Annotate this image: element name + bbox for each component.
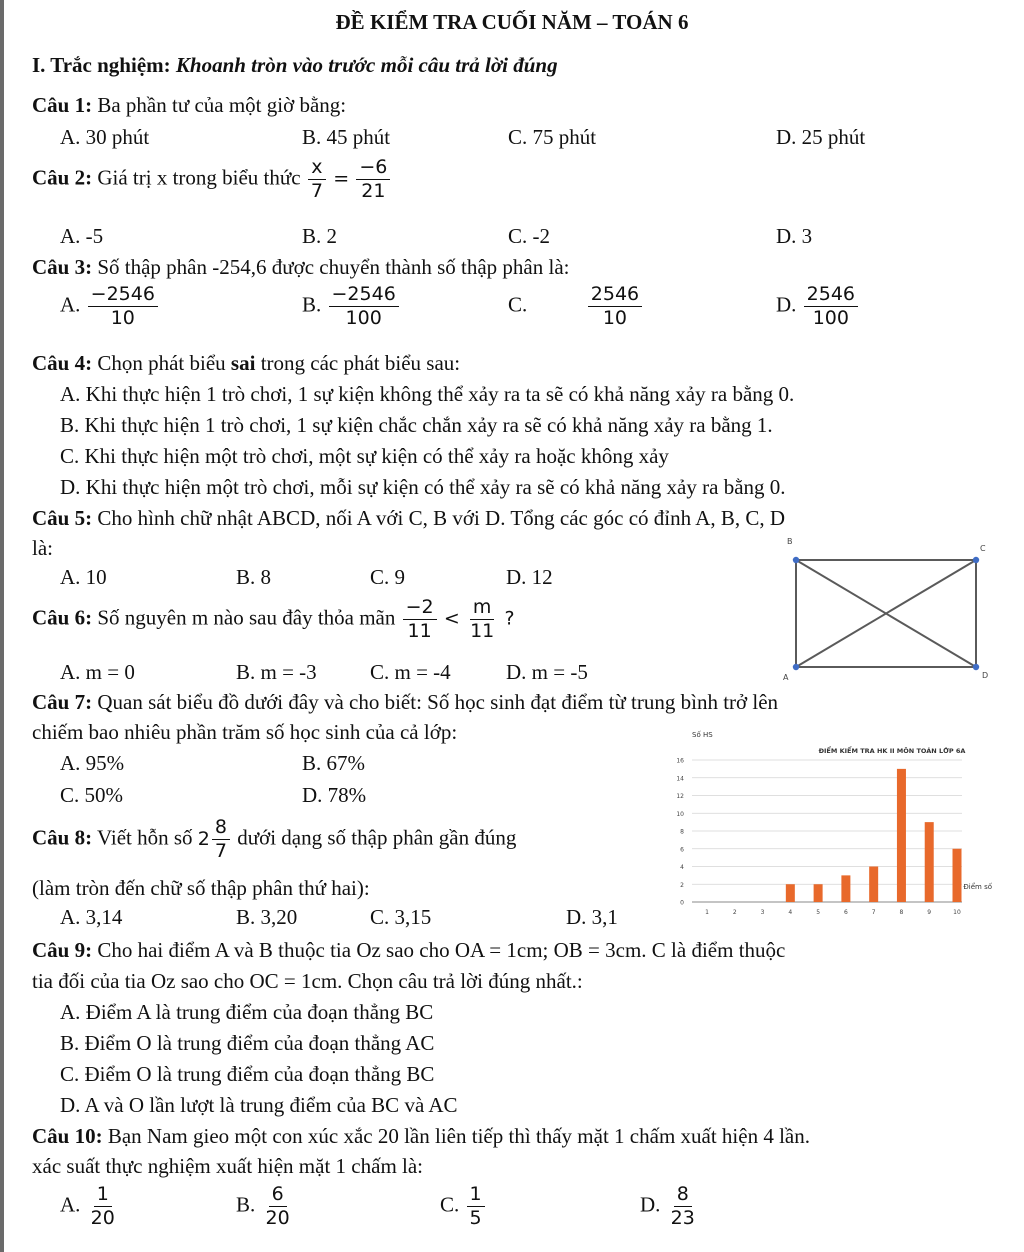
q4-option-d[interactable]: D. Khi thực hiện một trò chơi, mỗi sự kiện có thể xảy ra sẽ có khả năng xảy ra bằng 0. — [60, 475, 786, 499]
q3-text: Số thập phân -254,6 được chuyển thành số thập phân là: — [97, 255, 570, 279]
q9-option-c[interactable]: C. Điểm O là trung điểm của đoạn thẳng BC — [60, 1062, 435, 1086]
chart-x-tick-label: 2 — [732, 909, 737, 916]
q1-stem — [32, 95, 346, 116]
chart-y-axis-label: Số HS — [692, 731, 713, 739]
q8-mixed-fraction: $\frac{8}{7}$ — [212, 818, 230, 861]
q1-option-c[interactable]: C. 75 phút — [508, 125, 597, 149]
rectangle-abcd-figure — [780, 533, 995, 683]
q2-option-c[interactable]: C. -2 — [508, 224, 550, 248]
q7-option-a[interactable]: A. 95% — [60, 751, 125, 775]
q7-option-b[interactable]: B. 67% — [302, 751, 365, 775]
q4-option-b[interactable]: B. Khi thực hiện 1 trò chơi, 1 sự kiện chắc chắn xảy ra sẽ có khả năng xảy ra bằng 1. — [60, 413, 773, 437]
chart-x-tick-label: 5 — [816, 909, 821, 916]
chart-y-tick-label: 10 — [676, 810, 684, 818]
q9-label: Câu 9: — [32, 938, 93, 962]
q2-label: Câu 2: — [32, 165, 93, 190]
q3-stem — [32, 257, 570, 278]
q6-fraction-left: $\frac{-2}{11}$ — [403, 598, 437, 641]
chart-y-ticks — [676, 758, 684, 907]
q2-stem: Câu 2: Giá trị x trong biểu thức $\frac{x}{7}$ = $\frac{-6}{21}$ — [32, 158, 392, 201]
chart-x-tick-label: 1 — [705, 909, 709, 916]
chart-y-tick-label: 16 — [676, 757, 684, 765]
chart-x-tick-label: 8 — [899, 909, 904, 916]
q8-stem-cont: (làm tròn đến chữ số thập phân thứ hai): — [32, 876, 370, 900]
q3-option-b[interactable]: B. $\frac{-2546}{100}$ — [302, 285, 401, 328]
q3-option-a[interactable]: A. $\frac{-2546}{10}$ — [60, 285, 160, 328]
q9-stem-cont: tia đối của tia Oz sao cho OC = 1cm. Chọn câu trả lời đúng nhất.: — [32, 969, 583, 993]
q5-option-a[interactable]: A. 10 — [60, 565, 107, 589]
q4-option-c[interactable]: C. Khi thực hiện một trò chơi, một sự kiện có thể xảy ra hoặc không xảy — [60, 444, 669, 468]
q8-label: Câu 8: — [32, 825, 93, 850]
q4-stem: Câu 4: Chọn phát biểu sai trong các phát biểu sau: — [32, 351, 461, 375]
q5-option-b[interactable]: B. 8 — [236, 565, 272, 589]
q10-stem: Câu 10: Bạn Nam gieo một con xúc xắc 20 lần liên tiếp thì thấy mặt 1 chấm xuất hiện 4 lần. — [32, 1124, 810, 1148]
q10-option-d[interactable]: D. $\frac{8}{23}$ — [640, 1183, 695, 1229]
chart-x-tick-label: 10 — [953, 909, 961, 916]
q1-option-d[interactable]: D. 25 phút — [776, 125, 866, 149]
chart-x-tick-label: 9 — [927, 909, 932, 916]
figure-label-c: C — [980, 544, 986, 553]
rectangle-lines — [796, 560, 976, 667]
q2-fraction-value: $\frac{-6}{21}$ — [356, 158, 390, 201]
q7-stem: Câu 7: Quan sát biểu đồ dưới đây và cho biết: Số học sinh đạt điểm từ trung bình trở lên — [32, 690, 779, 714]
chart-y-tick-label: 0 — [680, 899, 684, 907]
q8-option-a[interactable]: A. 3,14 — [60, 905, 123, 929]
q10-label: Câu 10: — [32, 1124, 103, 1148]
chart-y-tick-label: 4 — [680, 864, 684, 871]
chart-gridlines — [692, 760, 962, 902]
q4-option-a[interactable]: A. Khi thực hiện 1 trò chơi, 1 sự kiện không thể xảy ra ta sẽ có khả năng xảy ra bằng 0. — [60, 382, 795, 406]
q1-text: Ba phần tư của một giờ bằng: — [97, 93, 347, 117]
page-title: ĐỀ KIỂM TRA CUỐI NĂM – TOÁN 6 — [335, 10, 689, 34]
q3-option-d[interactable]: D. $\frac{2546}{100}$ — [776, 285, 860, 328]
chart-bar — [953, 849, 962, 902]
chart-x-tick-label: 7 — [871, 909, 876, 916]
q2-text: Giá trị x trong biểu thức — [97, 165, 301, 190]
chart-x-axis-label: Điểm số — [963, 883, 992, 891]
chart-bar — [869, 867, 878, 903]
chart-title: ĐIỂM KIỂM TRA HK II MÔN TOÁN LỚP 6A — [818, 747, 966, 755]
section-instruction: Khoanh tròn vào trước mỗi câu trả lời đúng — [175, 53, 558, 77]
chart-bar — [925, 822, 934, 902]
q5-stem: Câu 5: Cho hình chữ nhật ABCD, nối A với C, B với D. Tổng các góc có đỉnh A, B, C, D — [32, 506, 786, 530]
chart-y-tick-label: 2 — [680, 881, 684, 889]
q9-option-d[interactable]: D. A và O lần lượt là trung điểm của BC và AC — [60, 1093, 458, 1117]
chart-x-tick-label: 3 — [760, 909, 765, 916]
chart-bar — [897, 769, 906, 902]
chart-bar — [814, 884, 823, 902]
q10-stem-cont: xác suất thực nghiệm xuất hiện mặt 1 chấm là: — [32, 1154, 424, 1178]
q8-option-d[interactable]: D. 3,1 — [566, 905, 618, 929]
q2-fraction-x: $\frac{x}{7}$ — [308, 158, 326, 201]
q2-option-b[interactable]: B. 2 — [302, 224, 338, 248]
figure-label-b: B — [787, 537, 793, 546]
chart-y-tick-label: 6 — [680, 846, 684, 854]
q7-label: Câu 7: — [32, 690, 93, 714]
chart-x-tick-label: 4 — [788, 909, 793, 916]
q2-option-a[interactable]: A. -5 — [60, 224, 104, 248]
section-label: I. Trắc nghiệm: — [32, 53, 171, 77]
q10-option-c[interactable]: C. $\frac{1}{5}$ — [440, 1185, 487, 1228]
chart-x-tick-label: 6 — [843, 909, 848, 916]
q7-stem-cont: chiếm bao nhiêu phần trăm số học sinh của cả lớp: — [32, 720, 458, 744]
q6-fraction-right: $\frac{m}{11}$ — [470, 596, 495, 642]
q2-option-d[interactable]: D. 3 — [776, 224, 813, 248]
q6-option-b[interactable]: B. m = -3 — [236, 660, 317, 684]
q8-option-b[interactable]: B. 3,20 — [236, 905, 298, 929]
chart-y-tick-label: 8 — [680, 828, 684, 836]
chart-y-tick-label: 14 — [676, 775, 684, 783]
q1-option-a[interactable]: A. 30 phút — [60, 125, 150, 149]
chart-bar — [786, 884, 795, 902]
score-bar-chart — [662, 726, 997, 921]
q5-option-c[interactable]: C. 9 — [370, 565, 406, 589]
q10-option-a[interactable]: A. $\frac{1}{20}$ — [60, 1183, 115, 1229]
q8-option-c[interactable]: C. 3,15 — [370, 905, 432, 929]
figure-label-d: D — [982, 671, 989, 680]
q10-option-b[interactable]: B. $\frac{6}{20}$ — [236, 1183, 290, 1229]
q7-option-c[interactable]: C. 50% — [60, 783, 123, 807]
q6-option-a[interactable]: A. m = 0 — [60, 660, 135, 684]
q5-stem-cont: là: — [32, 536, 53, 560]
q8-mixed-whole: 2 — [197, 828, 210, 850]
q6-stem: Câu 6: Số nguyên m nào sau đây thỏa mãn $\frac{-2}{11}$ < $\frac{m}{11}$ ? — [32, 596, 515, 642]
chart-x-ticks — [705, 909, 961, 916]
q3-label: Câu 3: — [32, 255, 93, 279]
q9-option-b[interactable]: B. Điểm O là trung điểm của đoạn thẳng AC — [60, 1031, 435, 1055]
q7-option-d[interactable]: D. 78% — [302, 783, 367, 807]
q5-option-d[interactable]: D. 12 — [506, 565, 553, 589]
q3-option-c[interactable]: C. $\frac{2546}{10}$ — [508, 285, 644, 328]
figure-label-a: A — [783, 673, 789, 682]
q6-option-c[interactable]: C. m = -4 — [370, 660, 451, 684]
q9-stem: Câu 9: Cho hai điểm A và B thuộc tia Oz sao cho OA = 1cm; OB = 3cm. C là điểm thuộc — [32, 938, 786, 962]
q5-label: Câu 5: — [32, 506, 93, 530]
q9-option-a[interactable]: A. Điểm A là trung điểm của đoạn thẳng BC — [60, 1000, 434, 1024]
chart-bar — [841, 875, 850, 902]
chart-y-tick-label: 12 — [676, 793, 684, 800]
section-heading — [32, 55, 558, 76]
q1-option-b[interactable]: B. 45 phút — [302, 125, 391, 149]
q1-label: Câu 1: — [32, 93, 93, 117]
chart-bars — [786, 769, 962, 902]
q4-label: Câu 4: — [32, 351, 93, 375]
q6-label: Câu 6: — [32, 605, 93, 630]
page-border — [0, 0, 4, 1252]
q8-stem: Câu 8: Viết hỗn số 2 $\frac{8}{7}$ dưới dạng số thập phân gần đúng — [32, 816, 517, 862]
q6-option-d[interactable]: D. m = -5 — [506, 660, 588, 684]
